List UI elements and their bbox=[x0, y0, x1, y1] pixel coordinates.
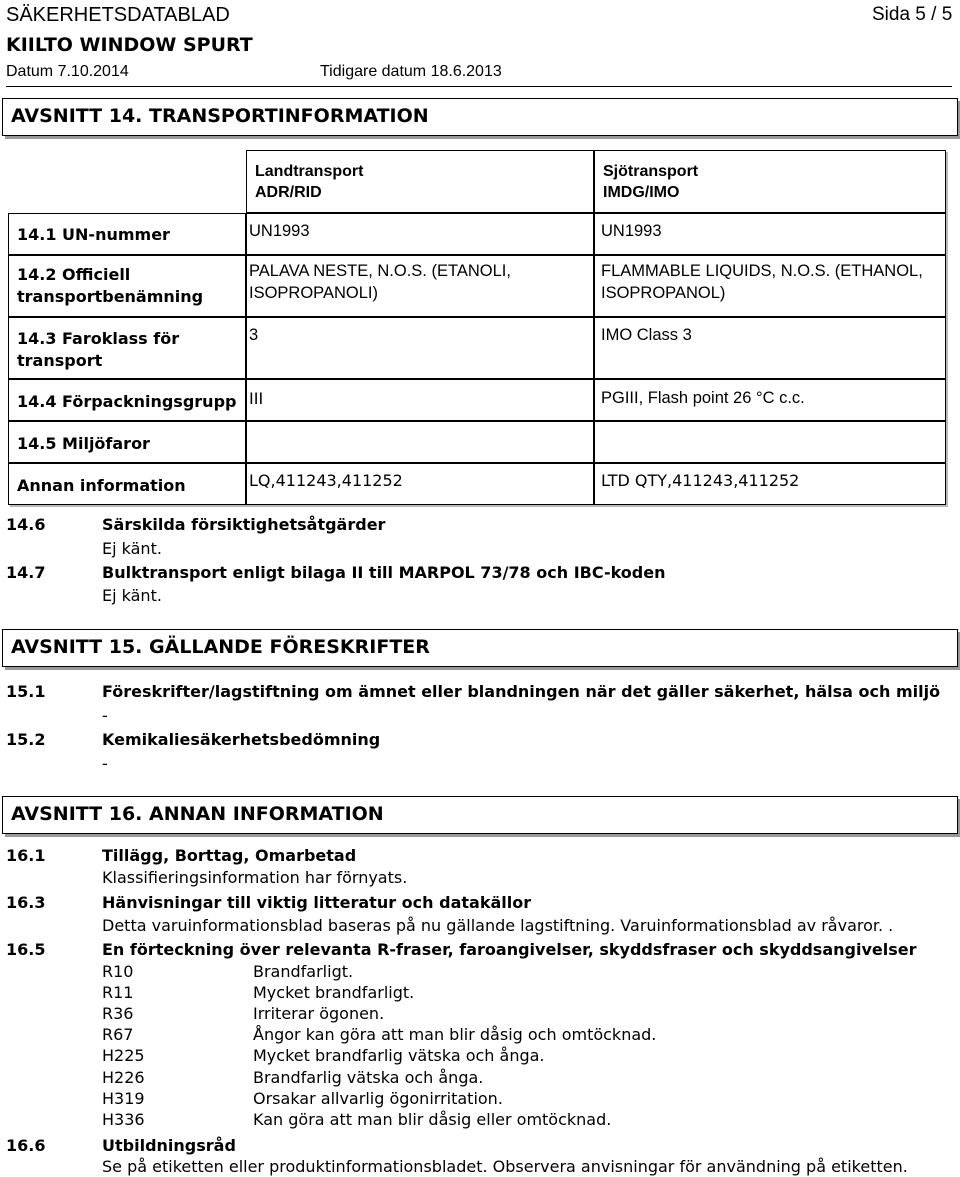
land-transport-header bbox=[246, 150, 594, 213]
sea-cell bbox=[594, 379, 946, 421]
item-number: 15.1 bbox=[6, 682, 46, 701]
section-15-banner bbox=[2, 629, 958, 667]
phrase-code: R36 bbox=[102, 1004, 134, 1023]
item-heading: Hänvisningar till viktig litteratur och datakällor bbox=[102, 893, 532, 912]
section-14-banner bbox=[2, 98, 958, 136]
issue-date: Datum 7.10.2014 bbox=[6, 63, 129, 80]
land-cell bbox=[246, 379, 594, 421]
item-number: 16.1 bbox=[6, 846, 46, 865]
phrase-code: H226 bbox=[102, 1068, 145, 1087]
row-label-line1: 14.3 Faroklass för bbox=[17, 329, 180, 348]
row-other-information bbox=[8, 463, 246, 505]
item-heading: Föreskrifter/lagstiftning om ämnet eller blandningen när det gäller säkerhet, hälsa och miljö bbox=[102, 682, 941, 701]
sea-value: UN1993 bbox=[601, 222, 662, 240]
item-heading: Särskilda försiktighetsåtgärder bbox=[102, 515, 386, 534]
sea-transport-header bbox=[594, 150, 946, 213]
section-16-title: AVSNITT 16. ANNAN INFORMATION bbox=[11, 803, 384, 825]
item-heading: Tillägg, Borttag, Omarbetad bbox=[102, 846, 357, 865]
item-heading: Bulktransport enligt bilaga II till MARPOL 73/78 och IBC-koden bbox=[102, 563, 666, 582]
sea-cell bbox=[594, 463, 946, 505]
land-cell bbox=[246, 421, 594, 463]
row-label: 14.5 Miljöfaror bbox=[17, 434, 150, 453]
land-value: III bbox=[249, 389, 264, 408]
row-label: Annan information bbox=[17, 476, 186, 495]
land-value: 3 bbox=[249, 326, 259, 344]
page-number: Sida 5 / 5 bbox=[872, 4, 953, 25]
land-value-line2: ISOPROPANOLI) bbox=[249, 284, 378, 302]
section-15-title: AVSNITT 15. GÄLLANDE FÖRESKRIFTER bbox=[11, 636, 430, 658]
sea-cell bbox=[594, 213, 946, 255]
item-text: - bbox=[102, 754, 108, 773]
phrase-code: R11 bbox=[102, 983, 134, 1002]
land-cell bbox=[246, 255, 594, 317]
row-label-line1: 14.2 Officiell bbox=[17, 265, 131, 284]
phrase-code: H319 bbox=[102, 1089, 145, 1108]
item-number: 14.6 bbox=[6, 515, 46, 534]
row-label: 14.1 UN-nummer bbox=[17, 225, 170, 244]
phrase-text: Irriterar ögonen. bbox=[253, 1004, 385, 1023]
sea-value: LTD QTY,411243,411252 bbox=[601, 471, 800, 490]
item-heading: Utbildningsråd bbox=[102, 1136, 236, 1155]
land-value-line1: PALAVA NESTE, N.O.S. (ETANOLI, bbox=[249, 262, 511, 280]
land-cell bbox=[246, 213, 594, 255]
row-hazard-class bbox=[8, 317, 246, 379]
item-number: 16.6 bbox=[6, 1136, 46, 1155]
land-cell bbox=[246, 317, 594, 379]
land-value: LQ,411243,411252 bbox=[249, 471, 403, 490]
item-text: Detta varuinformationsblad baseras på nu gällande lagstiftning. Varuinformationsblad av råvaror. . bbox=[102, 916, 894, 935]
sea-cell bbox=[594, 421, 946, 463]
phrase-text: Mycket brandfarligt. bbox=[253, 983, 415, 1002]
sea-header-line1: Sjötransport bbox=[603, 163, 699, 180]
phrase-code: R67 bbox=[102, 1025, 134, 1044]
row-shipping-name bbox=[8, 255, 246, 317]
item-text: Klassifieringsinformation har förnyats. bbox=[102, 868, 408, 887]
product-name: KIILTO WINDOW SPURT bbox=[6, 34, 253, 56]
phrase-text: Mycket brandfarlig vätska och ånga. bbox=[253, 1046, 545, 1065]
item-number: 16.3 bbox=[6, 893, 46, 912]
section-16-banner bbox=[2, 796, 958, 834]
previous-date: Tidigare datum 18.6.2013 bbox=[320, 63, 502, 80]
land-cell bbox=[246, 463, 594, 505]
header-divider bbox=[6, 86, 952, 87]
section-14-title: AVSNITT 14. TRANSPORTINFORMATION bbox=[11, 105, 429, 127]
phrase-text: Kan göra att man blir dåsig eller omtöcknad. bbox=[253, 1110, 612, 1129]
row-un-number bbox=[8, 213, 246, 255]
item-text: Ej känt. bbox=[102, 586, 162, 605]
phrase-text: Brandfarligt. bbox=[253, 962, 354, 981]
document-title: SÄKERHETSDATABLAD bbox=[6, 4, 230, 26]
phrase-code: R10 bbox=[102, 962, 134, 981]
sea-header-line2: IMDG/IMO bbox=[603, 184, 680, 201]
phrase-text: Brandfarlig vätska och ånga. bbox=[253, 1068, 484, 1087]
land-header-line1: Landtransport bbox=[255, 163, 364, 180]
row-label-line2: transportbenämning bbox=[17, 287, 204, 306]
sea-value: IMO Class 3 bbox=[601, 326, 692, 344]
sea-value-line1: FLAMMABLE LIQUIDS, N.O.S. (ETHANOL, bbox=[601, 262, 923, 280]
sea-value-line2: ISOPROPANOL) bbox=[601, 284, 726, 302]
item-number: 14.7 bbox=[6, 563, 46, 582]
sea-value: PGIII, Flash point 26 °C c.c. bbox=[601, 389, 805, 407]
row-label: 14.4 Förpackningsgrupp bbox=[17, 392, 237, 411]
land-header-line2: ADR/RID bbox=[255, 184, 322, 201]
phrase-text: Orsakar allvarlig ögonirritation. bbox=[253, 1089, 503, 1108]
item-text: - bbox=[102, 706, 108, 725]
item-heading: En förteckning över relevanta R-fraser, faroangivelser, skyddsfraser och skyddsangivelser bbox=[102, 940, 917, 959]
phrase-code: H336 bbox=[102, 1110, 145, 1129]
phrase-text: Ångor kan göra att man blir dåsig och omtöcknad. bbox=[253, 1025, 657, 1044]
item-heading: Kemikaliesäkerhetsbedömning bbox=[102, 730, 381, 749]
item-number: 15.2 bbox=[6, 730, 46, 749]
row-packing-group bbox=[8, 379, 246, 421]
row-environmental-hazards bbox=[8, 421, 246, 463]
item-text: Se på etiketten eller produktinformationsbladet. Observera anvisningar för användning på etiketten. bbox=[102, 1157, 908, 1176]
land-value: UN1993 bbox=[249, 222, 310, 240]
row-label-line2: transport bbox=[17, 351, 103, 370]
item-text: Ej känt. bbox=[102, 539, 162, 558]
phrase-code: H225 bbox=[102, 1046, 145, 1065]
item-number: 16.5 bbox=[6, 940, 46, 959]
sea-cell bbox=[594, 255, 946, 317]
sea-cell bbox=[594, 317, 946, 379]
